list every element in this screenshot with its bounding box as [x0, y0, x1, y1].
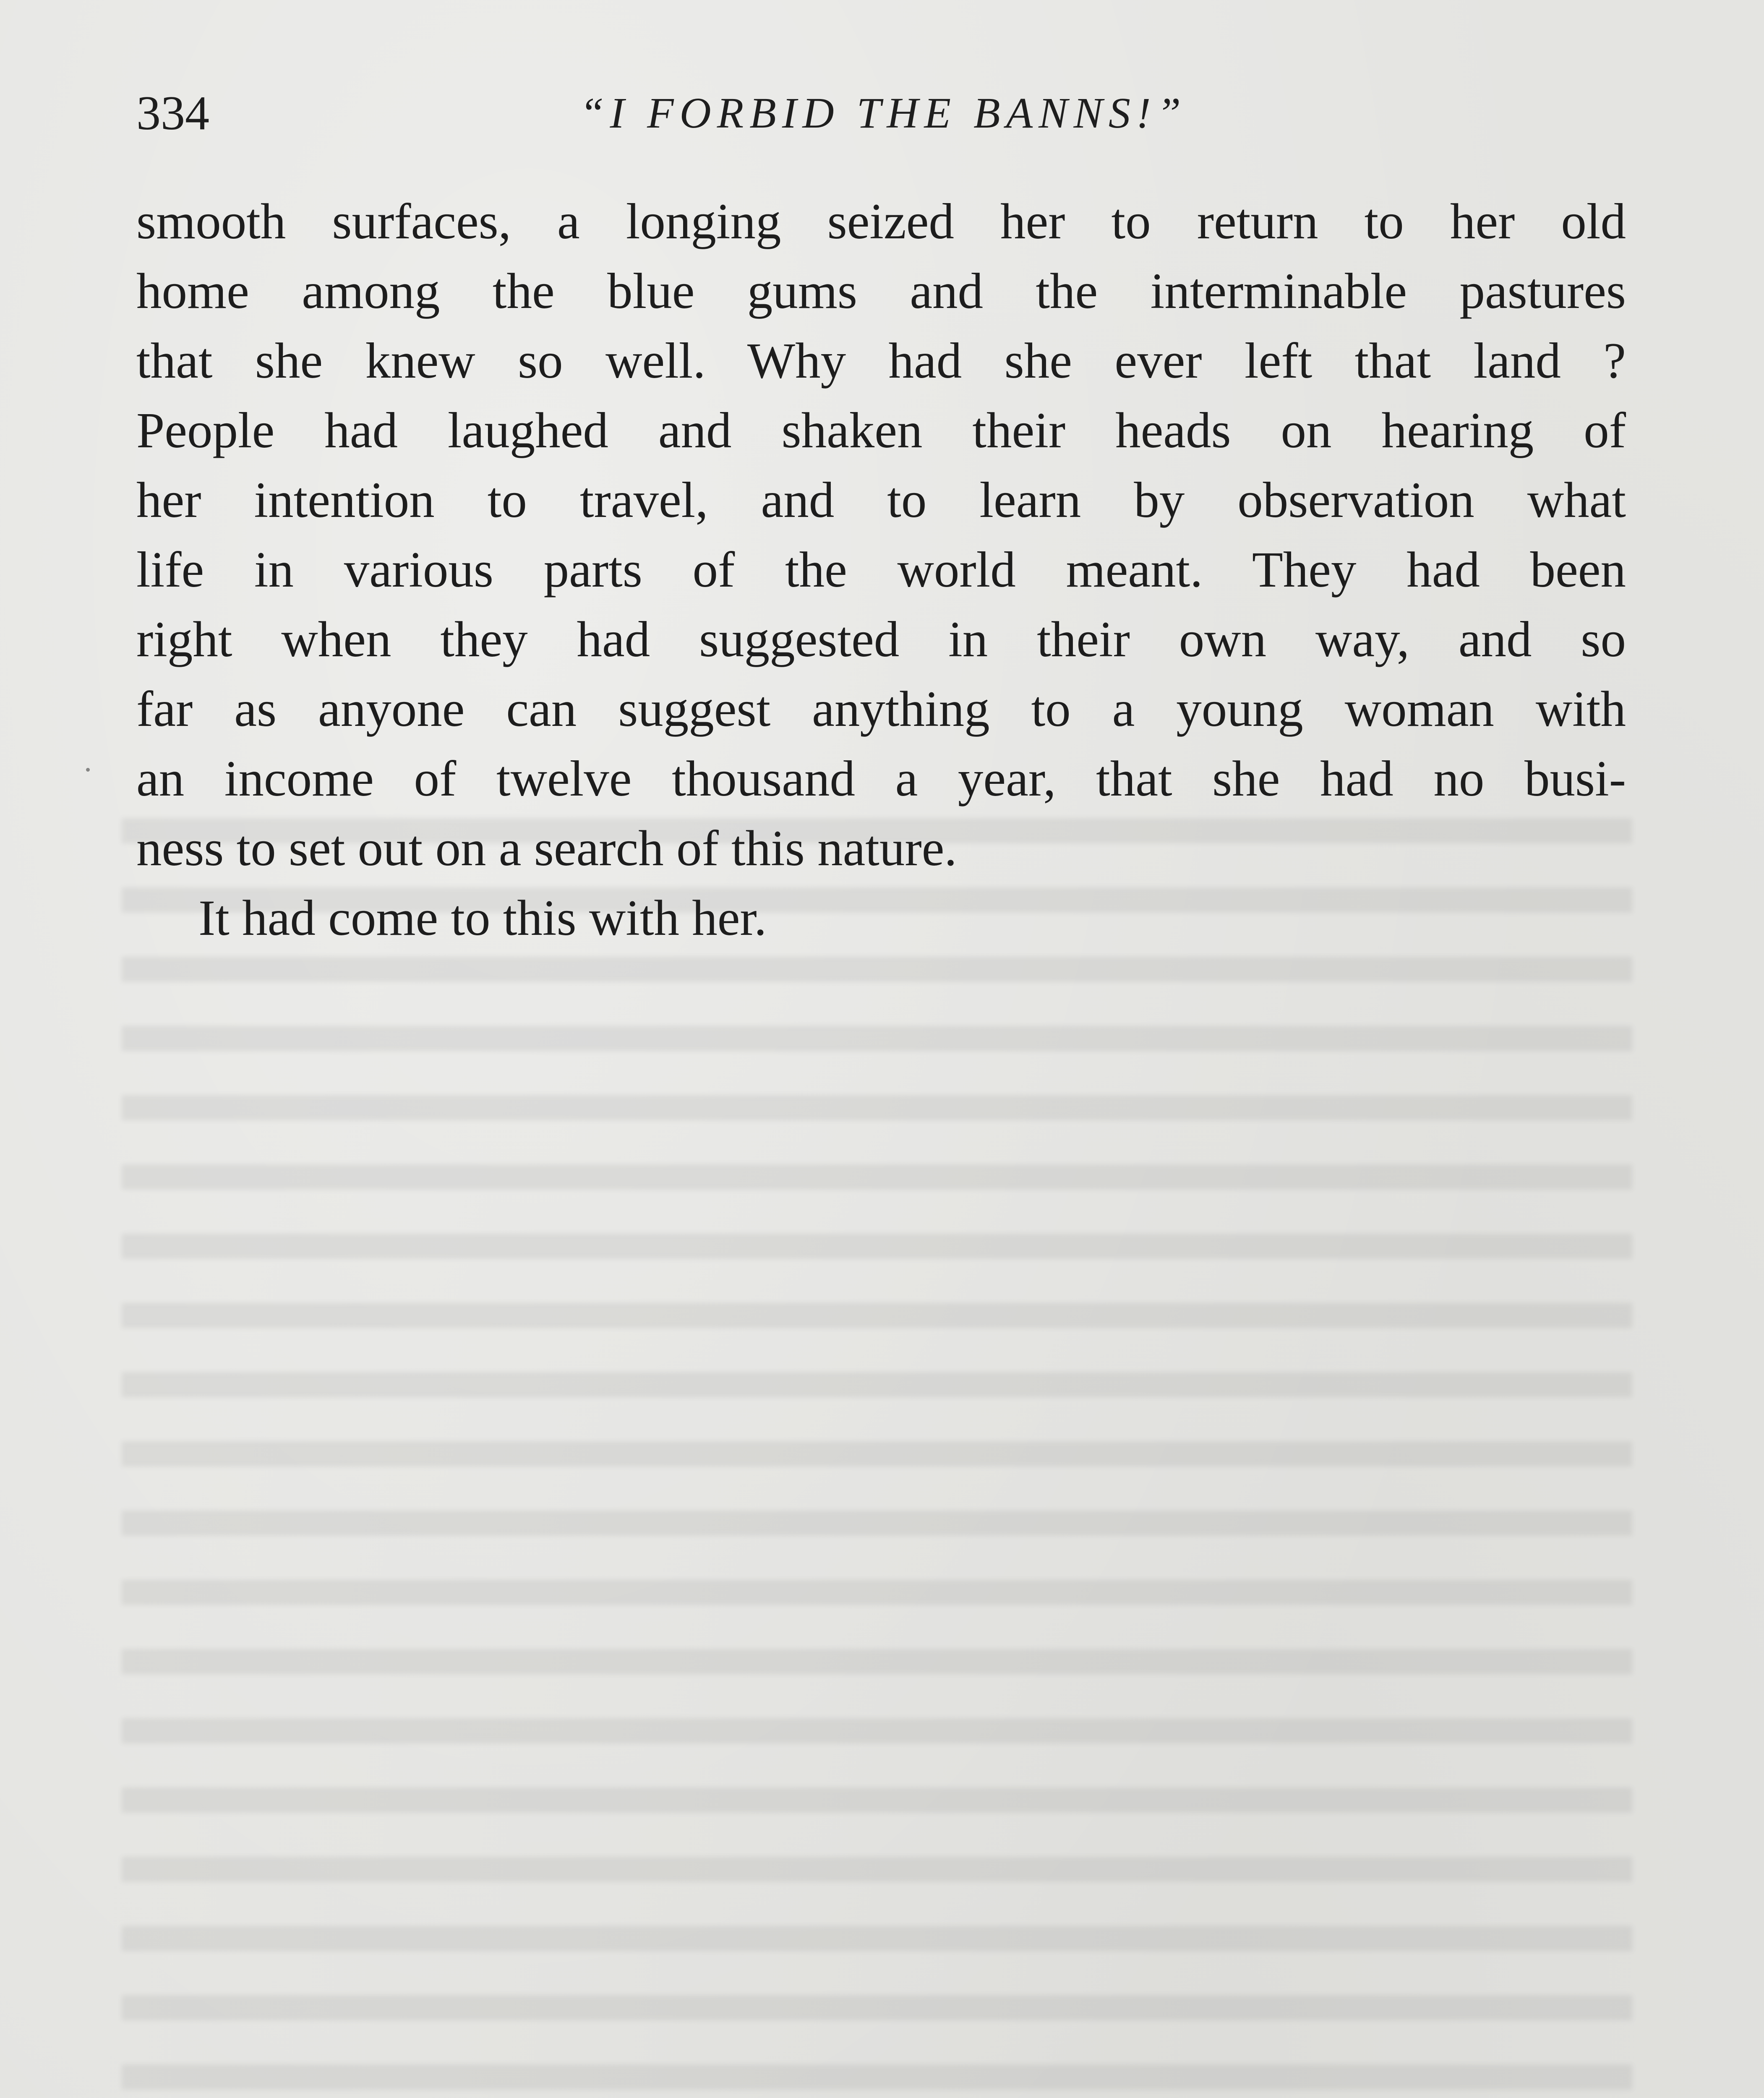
- show-through-text: [122, 818, 1632, 2098]
- paragraph-start-line: It had come to this with her.: [198, 890, 767, 946]
- text-line: her intention to travel, and to learn by observation what: [136, 472, 1626, 528]
- text-line: life in various parts of the world meant. They had been: [136, 542, 1626, 598]
- text-line: an income of twelve thousand a year, that she had no busi-: [136, 751, 1626, 807]
- body-text: [136, 187, 1626, 953]
- text-line: that she knew so well. Why had she ever left that land ?: [136, 333, 1626, 389]
- running-header: [136, 84, 1626, 143]
- page-number: 334: [136, 86, 209, 140]
- running-title: “I FORBID THE BANNS!”: [579, 89, 1187, 137]
- text-line: People had laughed and shaken their heads on hearing of: [136, 402, 1626, 459]
- text-line: smooth surfaces, a longing seized her to return to her old: [136, 193, 1626, 250]
- text-line: ness to set out on a search of this nature.: [136, 820, 957, 877]
- text-line: far as anyone can suggest anything to a young woman with: [136, 681, 1626, 737]
- text-line: right when they had suggested in their own way, and so: [136, 611, 1626, 668]
- text-line: home among the blue gums and the interminable pastures: [136, 263, 1626, 319]
- ink-speck: [86, 768, 90, 772]
